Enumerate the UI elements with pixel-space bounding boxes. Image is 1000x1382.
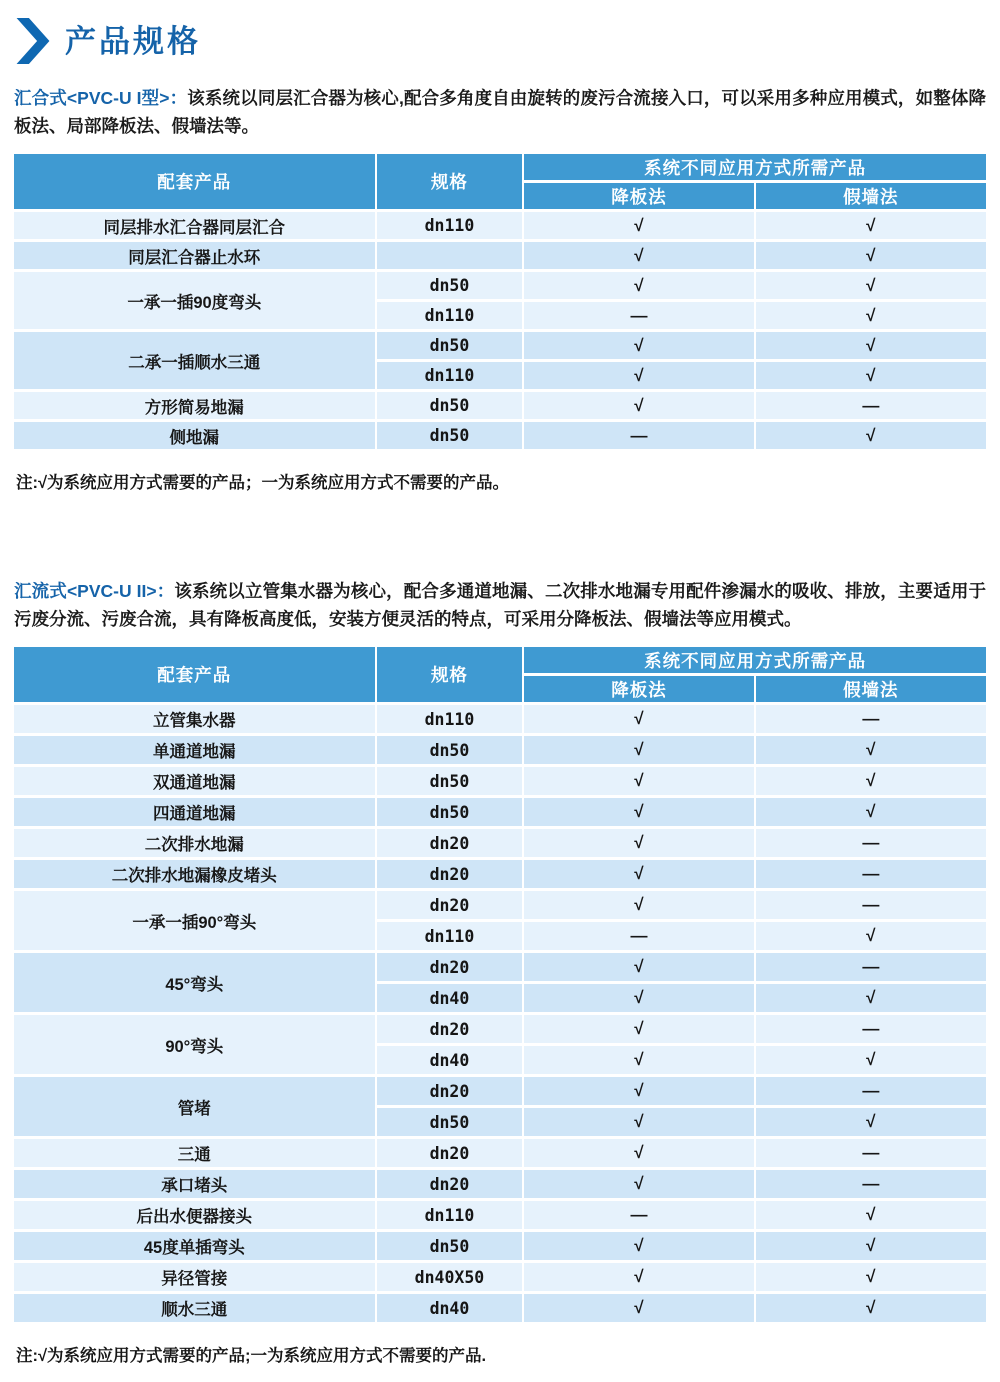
drop-slab-mark-cell: √ bbox=[523, 1138, 754, 1169]
false-wall-mark-cell: √ bbox=[755, 241, 986, 271]
drop-slab-mark-cell: √ bbox=[523, 241, 754, 271]
product-name-cell: 二次排水地漏橡皮堵头 bbox=[14, 859, 376, 890]
false-wall-mark-cell: √ bbox=[755, 211, 986, 241]
table-row bbox=[14, 704, 986, 735]
product-name-cell: 二承一插顺水三通 bbox=[14, 331, 376, 391]
drop-slab-mark-cell: √ bbox=[523, 890, 754, 921]
drop-slab-mark-cell: √ bbox=[523, 1045, 754, 1076]
product-name-cell: 90°弯头 bbox=[14, 1014, 376, 1076]
spec-cell: dn20 bbox=[376, 1076, 524, 1107]
section2-intro bbox=[14, 577, 986, 633]
col-header-drop-slab: 降板法 bbox=[523, 675, 754, 704]
false-wall-mark-cell: √ bbox=[755, 1200, 986, 1231]
page-header bbox=[16, 18, 986, 64]
spec-table-1-body bbox=[14, 211, 986, 450]
spec-table-2 bbox=[14, 647, 986, 1322]
section2-note: 注:√为系统应用方式需要的产品;一为系统应用方式不需要的产品. bbox=[16, 1347, 487, 1365]
drop-slab-mark-cell: √ bbox=[523, 828, 754, 859]
drop-slab-mark-cell: √ bbox=[523, 1169, 754, 1200]
product-name-cell: 二次排水地漏 bbox=[14, 828, 376, 859]
false-wall-mark-cell: √ bbox=[755, 797, 986, 828]
false-wall-mark-cell: √ bbox=[755, 421, 986, 450]
table-row bbox=[14, 735, 986, 766]
drop-slab-mark-cell: √ bbox=[523, 1107, 754, 1138]
spec-cell: dn40X50 bbox=[376, 1262, 524, 1293]
drop-slab-mark-cell: √ bbox=[523, 859, 754, 890]
product-name-cell: 45度单插弯头 bbox=[14, 1231, 376, 1262]
spec-table-1-header bbox=[14, 154, 986, 211]
product-name-cell: 顺水三通 bbox=[14, 1293, 376, 1323]
false-wall-mark-cell: √ bbox=[755, 735, 986, 766]
col-header-drop-slab: 降板法 bbox=[523, 182, 754, 211]
col-header-group: 系统不同应用方式所需产品 bbox=[523, 647, 986, 675]
product-name-cell: 双通道地漏 bbox=[14, 766, 376, 797]
false-wall-mark-cell: √ bbox=[755, 1262, 986, 1293]
drop-slab-mark-cell: √ bbox=[523, 952, 754, 983]
table-row bbox=[14, 241, 986, 271]
false-wall-mark-cell: √ bbox=[755, 301, 986, 331]
false-wall-mark-cell: √ bbox=[755, 331, 986, 361]
spec-cell: dn50 bbox=[376, 1231, 524, 1262]
table-row bbox=[14, 828, 986, 859]
spec-cell: dn110 bbox=[376, 361, 524, 391]
section1-intro bbox=[14, 84, 986, 140]
false-wall-mark-cell: — bbox=[755, 952, 986, 983]
page-title: 产品规格 bbox=[65, 23, 201, 59]
section1-description: 该系统以同层汇合器为核心,配合多角度自由旋转的废污合流接入口，可以采用多种应用模式，如整体降板法、局部降板法、假墙法等。 bbox=[14, 88, 986, 136]
spec-cell: dn50 bbox=[376, 735, 524, 766]
table-row bbox=[14, 1014, 986, 1045]
false-wall-mark-cell: — bbox=[755, 828, 986, 859]
spec-cell: dn50 bbox=[376, 391, 524, 421]
section2-label: 汇流式<PVC-U II>： bbox=[14, 581, 175, 601]
product-name-cell: 一承一插90°弯头 bbox=[14, 890, 376, 952]
section1-note: 注:√为系统应用方式需要的产品；一为系统应用方式不需要的产品。 bbox=[16, 474, 510, 492]
drop-slab-mark-cell: √ bbox=[523, 331, 754, 361]
drop-slab-mark-cell: √ bbox=[523, 983, 754, 1014]
spec-cell: dn110 bbox=[376, 921, 524, 952]
product-name-cell: 四通道地漏 bbox=[14, 797, 376, 828]
false-wall-mark-cell: — bbox=[755, 1076, 986, 1107]
false-wall-mark-cell: — bbox=[755, 1014, 986, 1045]
table-row bbox=[14, 1169, 986, 1200]
spec-cell: dn50 bbox=[376, 421, 524, 450]
false-wall-mark-cell: √ bbox=[755, 361, 986, 391]
spec-cell: dn50 bbox=[376, 797, 524, 828]
spec-cell: dn20 bbox=[376, 1169, 524, 1200]
false-wall-mark-cell: — bbox=[755, 1169, 986, 1200]
false-wall-mark-cell: — bbox=[755, 704, 986, 735]
spec-cell: dn20 bbox=[376, 828, 524, 859]
section2-description: 该系统以立管集水器为核心，配合多通道地漏、二次排水地漏专用配件渗漏水的吸收、排放，主要适用于污废分流、污废合流，具有降板高度低，安装方便灵活的特点，可采用分降板法、假墙法等应用模式。 bbox=[14, 581, 986, 629]
drop-slab-mark-cell: √ bbox=[523, 271, 754, 301]
table-row bbox=[14, 1231, 986, 1262]
product-name-cell: 45°弯头 bbox=[14, 952, 376, 1014]
drop-slab-mark-cell: — bbox=[523, 921, 754, 952]
table-row bbox=[14, 211, 986, 241]
false-wall-mark-cell: √ bbox=[755, 1293, 986, 1323]
spec-cell: dn110 bbox=[376, 1200, 524, 1231]
product-name-cell: 异径管接 bbox=[14, 1262, 376, 1293]
drop-slab-mark-cell: — bbox=[523, 421, 754, 450]
drop-slab-mark-cell: √ bbox=[523, 211, 754, 241]
spec-cell: dn110 bbox=[376, 301, 524, 331]
product-name-cell: 立管集水器 bbox=[14, 704, 376, 735]
table-row bbox=[14, 797, 986, 828]
spec-cell: dn50 bbox=[376, 1107, 524, 1138]
spec-cell: dn20 bbox=[376, 1138, 524, 1169]
spec-cell: dn20 bbox=[376, 859, 524, 890]
product-name-cell: 承口堵头 bbox=[14, 1169, 376, 1200]
spec-table-1 bbox=[14, 154, 986, 449]
false-wall-mark-cell: — bbox=[755, 1138, 986, 1169]
spec-cell: dn40 bbox=[376, 1293, 524, 1323]
spec-cell: dn110 bbox=[376, 211, 524, 241]
false-wall-mark-cell: √ bbox=[755, 766, 986, 797]
drop-slab-mark-cell: — bbox=[523, 1200, 754, 1231]
drop-slab-mark-cell: √ bbox=[523, 797, 754, 828]
product-name-cell: 一承一插90度弯头 bbox=[14, 271, 376, 331]
false-wall-mark-cell: — bbox=[755, 859, 986, 890]
drop-slab-mark-cell: √ bbox=[523, 1262, 754, 1293]
drop-slab-mark-cell: √ bbox=[523, 1231, 754, 1262]
table-row bbox=[14, 1200, 986, 1231]
drop-slab-mark-cell: — bbox=[523, 301, 754, 331]
table-row bbox=[14, 1076, 986, 1107]
drop-slab-mark-cell: √ bbox=[523, 704, 754, 735]
col-header-false-wall: 假墙法 bbox=[755, 675, 986, 704]
product-name-cell: 侧地漏 bbox=[14, 421, 376, 450]
spec-cell: dn50 bbox=[376, 766, 524, 797]
table-row bbox=[14, 421, 986, 450]
table-row bbox=[14, 1293, 986, 1323]
false-wall-mark-cell: — bbox=[755, 890, 986, 921]
drop-slab-mark-cell: √ bbox=[523, 1014, 754, 1045]
drop-slab-mark-cell: √ bbox=[523, 1076, 754, 1107]
table-row bbox=[14, 331, 986, 361]
false-wall-mark-cell: √ bbox=[755, 271, 986, 301]
drop-slab-mark-cell: √ bbox=[523, 1293, 754, 1323]
product-name-cell: 三通 bbox=[14, 1138, 376, 1169]
product-name-cell: 同层汇合器止水环 bbox=[14, 241, 376, 271]
table-row bbox=[14, 859, 986, 890]
table-row bbox=[14, 952, 986, 983]
col-header-spec: 规格 bbox=[376, 154, 524, 211]
col-header-false-wall: 假墙法 bbox=[755, 182, 986, 211]
spec-cell: dn50 bbox=[376, 271, 524, 301]
product-name-cell: 管堵 bbox=[14, 1076, 376, 1138]
false-wall-mark-cell: √ bbox=[755, 1107, 986, 1138]
table-row bbox=[14, 1138, 986, 1169]
spec-cell: dn110 bbox=[376, 704, 524, 735]
product-name-cell: 后出水便器接头 bbox=[14, 1200, 376, 1231]
spec-cell: dn20 bbox=[376, 890, 524, 921]
col-header-product: 配套产品 bbox=[14, 647, 376, 704]
col-header-product: 配套产品 bbox=[14, 154, 376, 211]
table-row bbox=[14, 1262, 986, 1293]
col-header-spec: 规格 bbox=[376, 647, 524, 704]
false-wall-mark-cell: — bbox=[755, 391, 986, 421]
drop-slab-mark-cell: √ bbox=[523, 391, 754, 421]
product-name-cell: 单通道地漏 bbox=[14, 735, 376, 766]
product-name-cell: 方形简易地漏 bbox=[14, 391, 376, 421]
table-row bbox=[14, 766, 986, 797]
chevron-right-icon bbox=[16, 18, 50, 64]
spec-cell: dn40 bbox=[376, 983, 524, 1014]
drop-slab-mark-cell: √ bbox=[523, 735, 754, 766]
section1-label: 汇合式<PVC-U I型>： bbox=[14, 88, 188, 108]
false-wall-mark-cell: √ bbox=[755, 983, 986, 1014]
false-wall-mark-cell: √ bbox=[755, 1045, 986, 1076]
product-name-cell: 同层排水汇合器同层汇合 bbox=[14, 211, 376, 241]
drop-slab-mark-cell: √ bbox=[523, 766, 754, 797]
false-wall-mark-cell: √ bbox=[755, 1231, 986, 1262]
spec-cell bbox=[376, 241, 524, 271]
col-header-group: 系统不同应用方式所需产品 bbox=[523, 154, 986, 182]
spec-cell: dn40 bbox=[376, 1045, 524, 1076]
false-wall-mark-cell: √ bbox=[755, 921, 986, 952]
table-row bbox=[14, 391, 986, 421]
spec-table-2-header bbox=[14, 647, 986, 704]
table-row bbox=[14, 890, 986, 921]
spec-cell: dn20 bbox=[376, 1014, 524, 1045]
table-row bbox=[14, 271, 986, 301]
spec-cell: dn50 bbox=[376, 331, 524, 361]
drop-slab-mark-cell: √ bbox=[523, 361, 754, 391]
spec-table-2-body bbox=[14, 704, 986, 1323]
spec-cell: dn20 bbox=[376, 952, 524, 983]
